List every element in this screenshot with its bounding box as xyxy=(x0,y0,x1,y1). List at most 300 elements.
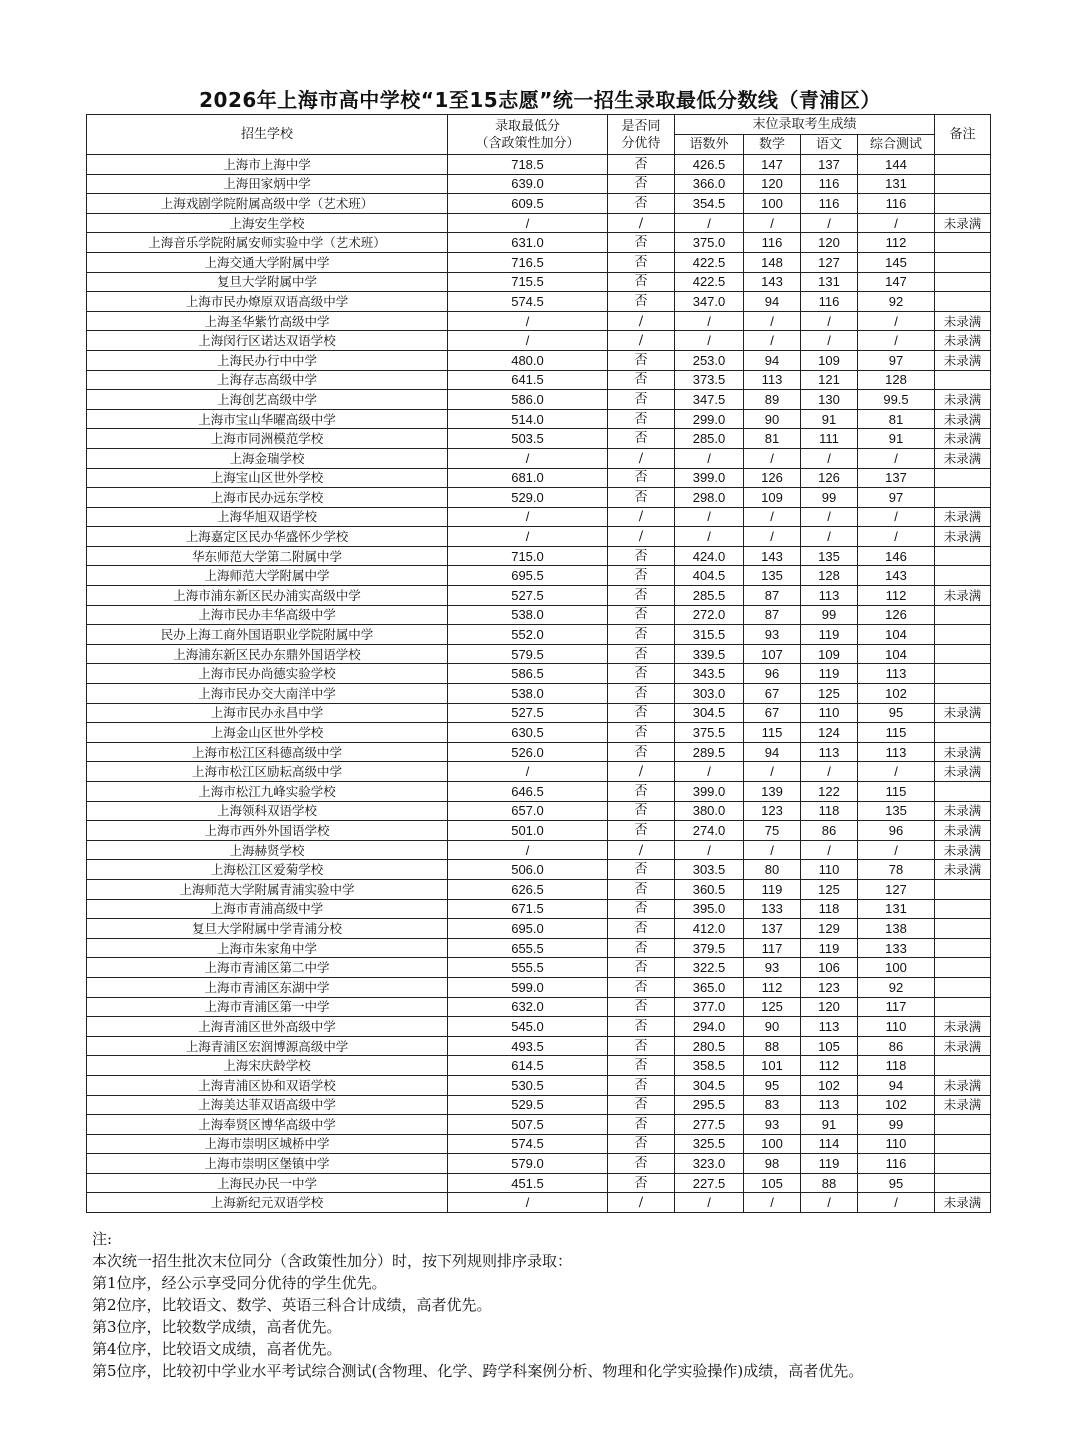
comprehensive-cell: 95 xyxy=(858,1173,935,1193)
foreign-cell: 422.5 xyxy=(675,252,744,272)
min-score-cell: 632.0 xyxy=(448,997,608,1017)
chinese-cell: 130 xyxy=(801,390,858,410)
comprehensive-cell: 133 xyxy=(858,938,935,958)
table-row xyxy=(87,233,991,253)
math-cell: 93 xyxy=(744,958,801,978)
foreign-cell: / xyxy=(675,1193,744,1213)
min-score-cell: 538.0 xyxy=(448,605,608,625)
foreign-cell: 424.0 xyxy=(675,546,744,566)
school-cell: 上海市朱家角中学 xyxy=(87,938,448,958)
school-cell: 上海市青浦高级中学 xyxy=(87,899,448,919)
foreign-cell: 285.5 xyxy=(675,586,744,606)
math-cell: 100 xyxy=(744,1134,801,1154)
min-score-cell: 715.0 xyxy=(448,546,608,566)
math-cell: 83 xyxy=(744,1095,801,1115)
tie-cell: 否 xyxy=(608,155,675,175)
school-cell: 上海市同洲模范学校 xyxy=(87,429,448,449)
math-cell: / xyxy=(744,527,801,547)
min-score-cell: 480.0 xyxy=(448,350,608,370)
comprehensive-cell: 113 xyxy=(858,664,935,684)
tie-cell: 否 xyxy=(608,821,675,841)
note-line: 第1位序，经公示享受同分优待的学生优先。 xyxy=(92,1274,387,1292)
note-cell: 未录满 xyxy=(935,527,991,547)
tie-cell: 否 xyxy=(608,1017,675,1037)
chinese-cell: 91 xyxy=(801,409,858,429)
chinese-cell: / xyxy=(801,331,858,351)
chinese-cell: 127 xyxy=(801,252,858,272)
table-row xyxy=(87,860,991,880)
note-cell xyxy=(935,272,991,292)
school-cell: 上海市民办丰华高级中学 xyxy=(87,605,448,625)
school-cell: 上海交通大学附属中学 xyxy=(87,252,448,272)
note-cell xyxy=(935,1154,991,1174)
foreign-cell: 280.5 xyxy=(675,1036,744,1056)
table-row xyxy=(87,272,991,292)
table-row xyxy=(87,1075,991,1095)
foreign-cell: 360.5 xyxy=(675,879,744,899)
tie-cell: 否 xyxy=(608,625,675,645)
min-score-cell: 555.5 xyxy=(448,958,608,978)
foreign-cell: / xyxy=(675,507,744,527)
math-cell: 148 xyxy=(744,252,801,272)
school-cell: 上海安生学校 xyxy=(87,213,448,233)
foreign-cell: / xyxy=(675,448,744,468)
chinese-cell: 116 xyxy=(801,174,858,194)
header-chinese: 语文 xyxy=(801,135,858,155)
tie-cell: 否 xyxy=(608,703,675,723)
school-cell: 复旦大学附属中学 xyxy=(87,272,448,292)
chinese-cell: 119 xyxy=(801,1154,858,1174)
note-cell xyxy=(935,625,991,645)
header-min-score xyxy=(448,115,608,155)
comprehensive-cell: 91 xyxy=(858,429,935,449)
chinese-cell: 112 xyxy=(801,1056,858,1076)
table-row xyxy=(87,762,991,782)
comprehensive-cell: 128 xyxy=(858,370,935,390)
note-cell xyxy=(935,1134,991,1154)
foreign-cell: 422.5 xyxy=(675,272,744,292)
math-cell: 113 xyxy=(744,370,801,390)
table-row xyxy=(87,1017,991,1037)
min-score-cell: 514.0 xyxy=(448,409,608,429)
foreign-cell: 375.0 xyxy=(675,233,744,253)
table-row xyxy=(87,292,991,312)
comprehensive-cell: 97 xyxy=(858,488,935,508)
comprehensive-cell: 92 xyxy=(858,977,935,997)
comprehensive-cell: 97 xyxy=(858,350,935,370)
chinese-cell: 116 xyxy=(801,292,858,312)
chinese-cell: 120 xyxy=(801,233,858,253)
math-cell: 100 xyxy=(744,194,801,214)
school-cell: 上海领科双语学校 xyxy=(87,801,448,821)
chinese-cell: 129 xyxy=(801,919,858,939)
math-cell: 87 xyxy=(744,586,801,606)
table-row xyxy=(87,879,991,899)
table-row xyxy=(87,801,991,821)
chinese-cell: 119 xyxy=(801,664,858,684)
min-score-cell: 671.5 xyxy=(448,899,608,919)
foreign-cell: 404.5 xyxy=(675,566,744,586)
table-row xyxy=(87,684,991,704)
tie-cell: 否 xyxy=(608,899,675,919)
table-row xyxy=(87,331,991,351)
tie-cell: 否 xyxy=(608,1173,675,1193)
min-score-cell: 493.5 xyxy=(448,1036,608,1056)
table-row xyxy=(87,409,991,429)
tie-cell: 否 xyxy=(608,1036,675,1056)
table-row xyxy=(87,174,991,194)
school-cell: 上海师范大学附属中学 xyxy=(87,566,448,586)
table-row xyxy=(87,644,991,664)
header-tie-line2: 分优待 xyxy=(621,135,661,151)
table-row xyxy=(87,1173,991,1193)
header-last-admitted: 末位录取考生成绩 xyxy=(675,115,935,135)
chinese-cell: 122 xyxy=(801,782,858,802)
note-cell xyxy=(935,546,991,566)
note-line: 第4位序，比较语文成绩，高者优先。 xyxy=(92,1340,342,1358)
table-row xyxy=(87,586,991,606)
tie-cell: 否 xyxy=(608,272,675,292)
min-score-cell: 579.5 xyxy=(448,644,608,664)
school-cell: 上海奉贤区博华高级中学 xyxy=(87,1115,448,1135)
comprehensive-cell: / xyxy=(858,1193,935,1213)
foreign-cell: 322.5 xyxy=(675,958,744,978)
school-cell: 上海美达菲双语高级中学 xyxy=(87,1095,448,1115)
tie-cell: 否 xyxy=(608,468,675,488)
foreign-cell: 315.5 xyxy=(675,625,744,645)
math-cell: 101 xyxy=(744,1056,801,1076)
tie-cell: 否 xyxy=(608,1075,675,1095)
foreign-cell: 298.0 xyxy=(675,488,744,508)
header-comprehensive: 综合测试 xyxy=(858,135,935,155)
note-cell xyxy=(935,370,991,390)
table-row xyxy=(87,1134,991,1154)
foreign-cell: / xyxy=(675,762,744,782)
school-cell: 上海市宝山华曜高级中学 xyxy=(87,409,448,429)
min-score-cell: 507.5 xyxy=(448,1115,608,1135)
min-score-cell: 716.5 xyxy=(448,252,608,272)
school-cell: 上海市青浦区第二中学 xyxy=(87,958,448,978)
tie-cell: / xyxy=(608,762,675,782)
min-score-cell: 631.0 xyxy=(448,233,608,253)
chinese-cell: 91 xyxy=(801,1115,858,1135)
math-cell: 112 xyxy=(744,977,801,997)
min-score-cell: 501.0 xyxy=(448,821,608,841)
tie-cell: 否 xyxy=(608,409,675,429)
school-cell: 华东师范大学第二附属中学 xyxy=(87,546,448,566)
math-cell: 125 xyxy=(744,997,801,1017)
comprehensive-cell: 112 xyxy=(858,586,935,606)
comprehensive-cell: 113 xyxy=(858,742,935,762)
note-cell xyxy=(935,684,991,704)
table-row xyxy=(87,429,991,449)
min-score-cell: 639.0 xyxy=(448,174,608,194)
comprehensive-cell: 92 xyxy=(858,292,935,312)
table-row xyxy=(87,194,991,214)
note-cell xyxy=(935,879,991,899)
comprehensive-cell: 95 xyxy=(858,703,935,723)
comprehensive-cell: / xyxy=(858,840,935,860)
note-cell xyxy=(935,252,991,272)
math-cell: 143 xyxy=(744,546,801,566)
table-row xyxy=(87,468,991,488)
note-line: 第5位序，比较初中学业水平考试综合测试(含物理、化学、跨学科案例分析、物理和化学实验操作)成绩，高者优先。 xyxy=(92,1362,864,1380)
min-score-cell: / xyxy=(448,448,608,468)
school-cell: 民办上海工商外国语职业学院附属中学 xyxy=(87,625,448,645)
min-score-cell: 586.0 xyxy=(448,390,608,410)
math-cell: 94 xyxy=(744,350,801,370)
table-row xyxy=(87,507,991,527)
note-cell xyxy=(935,919,991,939)
tie-cell: 否 xyxy=(608,919,675,939)
math-cell: 119 xyxy=(744,879,801,899)
math-cell: 137 xyxy=(744,919,801,939)
comprehensive-cell: 96 xyxy=(858,821,935,841)
min-score-cell: 646.5 xyxy=(448,782,608,802)
comprehensive-cell: 86 xyxy=(858,1036,935,1056)
chinese-cell: 105 xyxy=(801,1036,858,1056)
foreign-cell: 365.0 xyxy=(675,977,744,997)
tie-cell: 否 xyxy=(608,1134,675,1154)
math-cell: 67 xyxy=(744,684,801,704)
tie-cell: 否 xyxy=(608,370,675,390)
tie-cell: 否 xyxy=(608,977,675,997)
min-score-cell: 526.0 xyxy=(448,742,608,762)
chinese-cell: 109 xyxy=(801,644,858,664)
tie-cell: 否 xyxy=(608,742,675,762)
comprehensive-cell: / xyxy=(858,213,935,233)
min-score-cell: / xyxy=(448,331,608,351)
table-row xyxy=(87,977,991,997)
table-row xyxy=(87,919,991,939)
header-min-score-line2: （含政策性加分） xyxy=(475,135,580,151)
comprehensive-cell: 112 xyxy=(858,233,935,253)
header-tie xyxy=(608,115,675,155)
table-row xyxy=(87,1115,991,1135)
foreign-cell: 294.0 xyxy=(675,1017,744,1037)
comprehensive-cell: 138 xyxy=(858,919,935,939)
comprehensive-cell: 102 xyxy=(858,1095,935,1115)
foreign-cell: 339.5 xyxy=(675,644,744,664)
note-cell: 未录满 xyxy=(935,213,991,233)
comprehensive-cell: / xyxy=(858,448,935,468)
tie-cell: 否 xyxy=(608,350,675,370)
foreign-cell: 399.0 xyxy=(675,782,744,802)
school-cell: 上海浦东新区民办东鼎外国语学校 xyxy=(87,644,448,664)
note-cell xyxy=(935,194,991,214)
school-cell: 上海市民办尚德实验学校 xyxy=(87,664,448,684)
tie-cell: 否 xyxy=(608,429,675,449)
tie-cell: / xyxy=(608,1193,675,1213)
school-cell: 上海市民办交大南洋中学 xyxy=(87,684,448,704)
foreign-cell: 304.5 xyxy=(675,703,744,723)
min-score-cell: 655.5 xyxy=(448,938,608,958)
comprehensive-cell: / xyxy=(858,331,935,351)
foreign-cell: 354.5 xyxy=(675,194,744,214)
tie-cell: 否 xyxy=(608,566,675,586)
tie-cell: 否 xyxy=(608,586,675,606)
school-cell: 上海嘉定区民办华盛怀少学校 xyxy=(87,527,448,547)
note-cell: 未录满 xyxy=(935,331,991,351)
comprehensive-cell: 131 xyxy=(858,899,935,919)
chinese-cell: / xyxy=(801,448,858,468)
foreign-cell: 227.5 xyxy=(675,1173,744,1193)
school-cell: 上海青浦区协和双语学校 xyxy=(87,1075,448,1095)
math-cell: 147 xyxy=(744,155,801,175)
comprehensive-cell: 104 xyxy=(858,625,935,645)
comprehensive-cell: 144 xyxy=(858,155,935,175)
note-cell xyxy=(935,899,991,919)
note-cell: 未录满 xyxy=(935,1075,991,1095)
table-row xyxy=(87,566,991,586)
foreign-cell: 399.0 xyxy=(675,468,744,488)
tie-cell: 否 xyxy=(608,664,675,684)
foreign-cell: 323.0 xyxy=(675,1154,744,1174)
note-cell: 未录满 xyxy=(935,586,991,606)
table-row xyxy=(87,664,991,684)
min-score-cell: 503.5 xyxy=(448,429,608,449)
foreign-cell: / xyxy=(675,840,744,860)
note-line: 本次统一招生批次末位同分（含政策性加分）时，按下列规则排序录取： xyxy=(92,1252,573,1270)
note-cell: 未录满 xyxy=(935,860,991,880)
table-row xyxy=(87,997,991,1017)
foreign-cell: / xyxy=(675,311,744,331)
math-cell: / xyxy=(744,840,801,860)
math-cell: / xyxy=(744,331,801,351)
tie-cell: 否 xyxy=(608,1115,675,1135)
tie-cell: 否 xyxy=(608,605,675,625)
school-cell: 上海市青浦区东湖中学 xyxy=(87,977,448,997)
table-row xyxy=(87,488,991,508)
math-cell: 88 xyxy=(744,1036,801,1056)
tie-cell: 否 xyxy=(608,684,675,704)
min-score-cell: 609.5 xyxy=(448,194,608,214)
tie-cell: 否 xyxy=(608,174,675,194)
comprehensive-cell: 147 xyxy=(858,272,935,292)
foreign-cell: 426.5 xyxy=(675,155,744,175)
comprehensive-cell: 115 xyxy=(858,723,935,743)
chinese-cell: 106 xyxy=(801,958,858,978)
note-cell xyxy=(935,488,991,508)
comprehensive-cell: 78 xyxy=(858,860,935,880)
foreign-cell: 299.0 xyxy=(675,409,744,429)
note-cell xyxy=(935,233,991,253)
comprehensive-cell: 126 xyxy=(858,605,935,625)
math-cell: 80 xyxy=(744,860,801,880)
school-cell: 上海市民办燎原双语高级中学 xyxy=(87,292,448,312)
chinese-cell: 110 xyxy=(801,703,858,723)
note-cell: 未录满 xyxy=(935,311,991,331)
math-cell: 87 xyxy=(744,605,801,625)
tie-cell: / xyxy=(608,527,675,547)
foreign-cell: 303.5 xyxy=(675,860,744,880)
math-cell: / xyxy=(744,762,801,782)
comprehensive-cell: 115 xyxy=(858,782,935,802)
comprehensive-cell: 116 xyxy=(858,194,935,214)
math-cell: 89 xyxy=(744,390,801,410)
school-cell: 上海田家炳中学 xyxy=(87,174,448,194)
table-row xyxy=(87,625,991,645)
comprehensive-cell: 135 xyxy=(858,801,935,821)
chinese-cell: 118 xyxy=(801,801,858,821)
note-cell xyxy=(935,938,991,958)
foreign-cell: 379.5 xyxy=(675,938,744,958)
min-score-cell: 641.5 xyxy=(448,370,608,390)
school-cell: 上海青浦区世外高级中学 xyxy=(87,1017,448,1037)
chinese-cell: 119 xyxy=(801,625,858,645)
table-row xyxy=(87,546,991,566)
table-body xyxy=(87,155,991,1213)
foreign-cell: 303.0 xyxy=(675,684,744,704)
school-cell: 上海民办民一中学 xyxy=(87,1173,448,1193)
table-row xyxy=(87,938,991,958)
school-cell: 上海市民办远东学校 xyxy=(87,488,448,508)
note-cell xyxy=(935,174,991,194)
table-row xyxy=(87,1095,991,1115)
math-cell: / xyxy=(744,213,801,233)
foreign-cell: 366.0 xyxy=(675,174,744,194)
chinese-cell: 116 xyxy=(801,194,858,214)
chinese-cell: 99 xyxy=(801,488,858,508)
chinese-cell: 125 xyxy=(801,879,858,899)
chinese-cell: 118 xyxy=(801,899,858,919)
foreign-cell: 277.5 xyxy=(675,1115,744,1135)
comprehensive-cell: / xyxy=(858,311,935,331)
tie-cell: 否 xyxy=(608,938,675,958)
note-cell: 未录满 xyxy=(935,1095,991,1115)
school-cell: 上海音乐学院附属安师实验中学（艺术班） xyxy=(87,233,448,253)
school-cell: 上海金瑞学校 xyxy=(87,448,448,468)
tie-cell: 否 xyxy=(608,390,675,410)
school-cell: 上海民办行中中学 xyxy=(87,350,448,370)
school-cell: 上海戏剧学院附属高级中学（艺术班） xyxy=(87,194,448,214)
note-cell xyxy=(935,958,991,978)
foreign-cell: 347.5 xyxy=(675,390,744,410)
min-score-cell: 552.0 xyxy=(448,625,608,645)
tie-cell: / xyxy=(608,507,675,527)
chinese-cell: 111 xyxy=(801,429,858,449)
math-cell: 96 xyxy=(744,664,801,684)
math-cell: 117 xyxy=(744,938,801,958)
school-cell: 上海市西外外国语学校 xyxy=(87,821,448,841)
min-score-cell: 681.0 xyxy=(448,468,608,488)
tie-cell: 否 xyxy=(608,546,675,566)
tie-cell: 否 xyxy=(608,1056,675,1076)
header-min-score-line1: 录取最低分 xyxy=(494,118,560,134)
tie-cell: 否 xyxy=(608,782,675,802)
chinese-cell: 114 xyxy=(801,1134,858,1154)
math-cell: 107 xyxy=(744,644,801,664)
chinese-cell: 88 xyxy=(801,1173,858,1193)
note-cell: 未录满 xyxy=(935,821,991,841)
min-score-cell: 586.5 xyxy=(448,664,608,684)
chinese-cell: 86 xyxy=(801,821,858,841)
school-cell: 上海赫贤学校 xyxy=(87,840,448,860)
math-cell: 98 xyxy=(744,1154,801,1174)
foreign-cell: 272.0 xyxy=(675,605,744,625)
tie-cell: 否 xyxy=(608,233,675,253)
min-score-cell: 599.0 xyxy=(448,977,608,997)
comprehensive-cell: 110 xyxy=(858,1134,935,1154)
chinese-cell: / xyxy=(801,840,858,860)
min-score-cell: 545.0 xyxy=(448,1017,608,1037)
chinese-cell: 121 xyxy=(801,370,858,390)
header-math: 数学 xyxy=(744,135,801,155)
math-cell: 115 xyxy=(744,723,801,743)
table-row xyxy=(87,1154,991,1174)
table-row xyxy=(87,1193,991,1213)
note-cell xyxy=(935,292,991,312)
